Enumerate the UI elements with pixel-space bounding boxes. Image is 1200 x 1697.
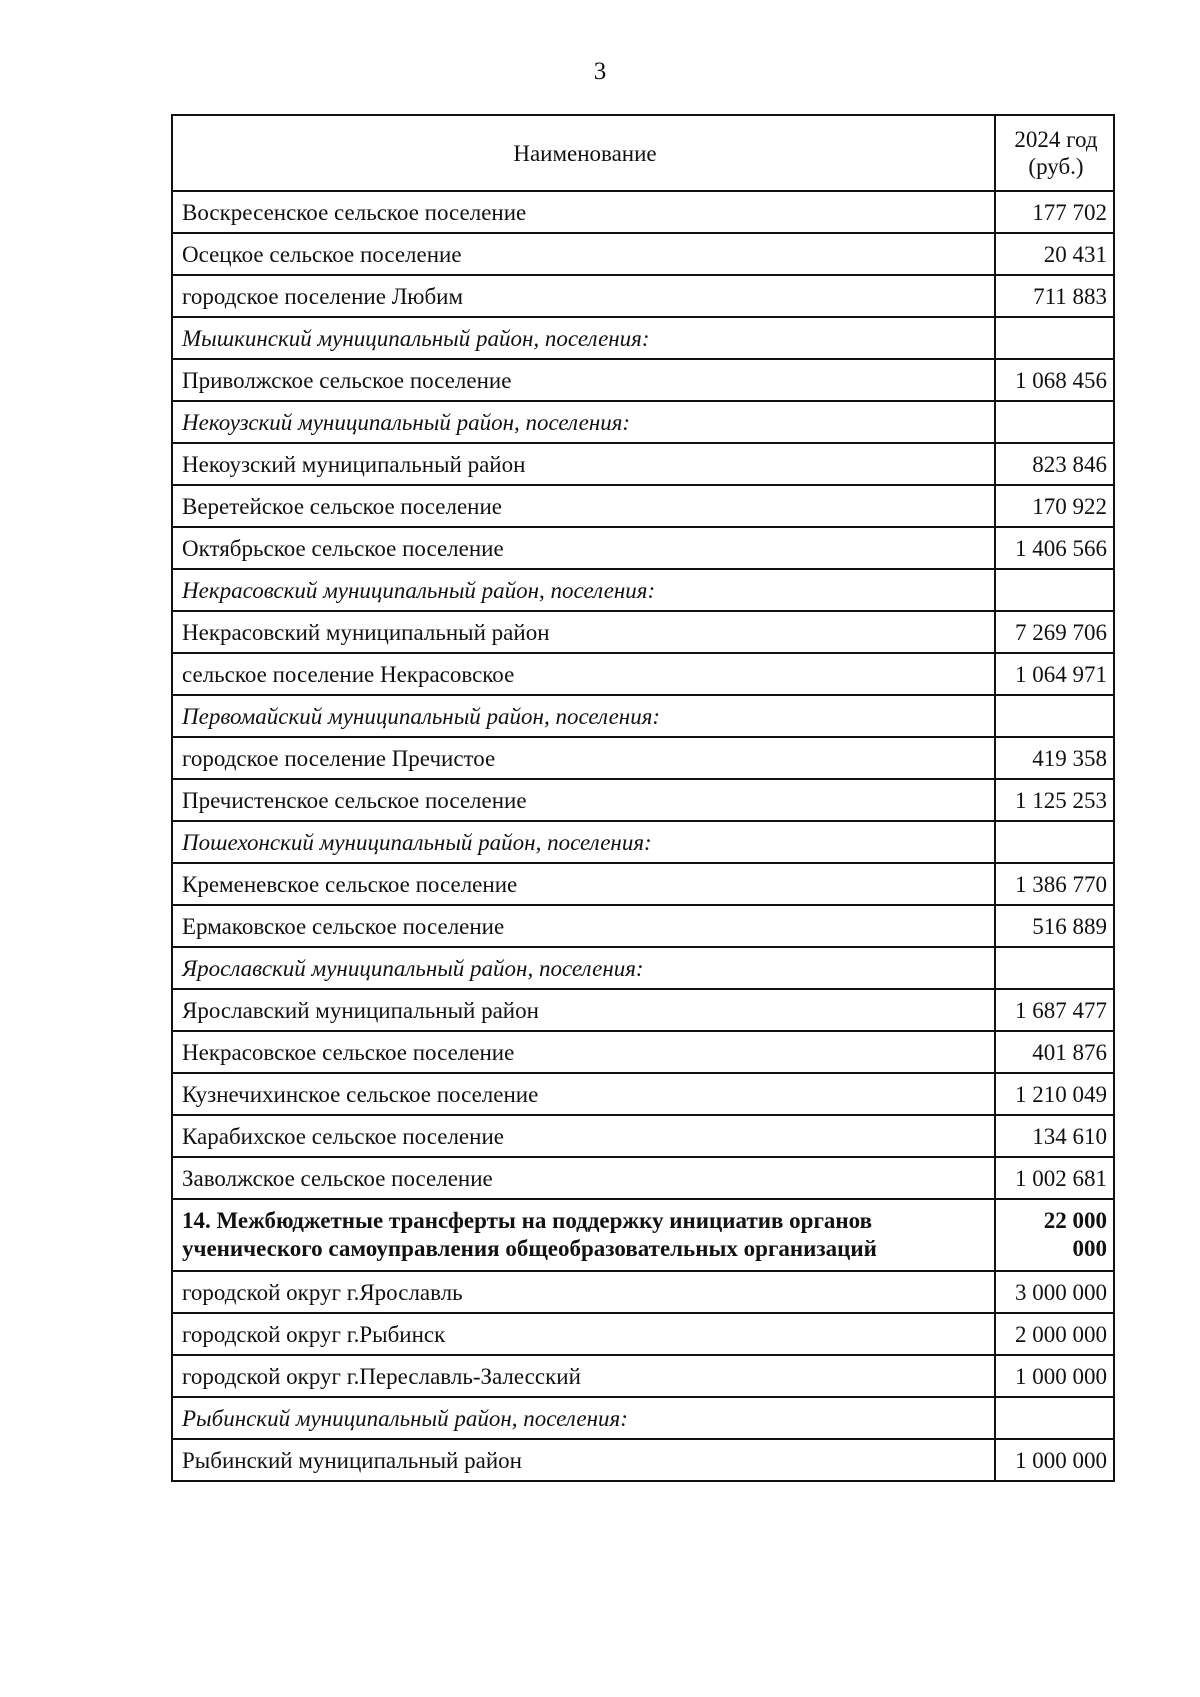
table-header-row — [172, 115, 1114, 191]
column-header-year — [995, 115, 1114, 191]
section-total-row — [172, 1199, 1114, 1271]
table-row — [172, 233, 1114, 275]
row-value — [995, 947, 1114, 989]
row-value: 177 702 — [995, 191, 1114, 233]
section-total-value: 22 000 000 — [995, 1199, 1114, 1271]
row-name: Ярославский муниципальный район, поселения: — [172, 947, 995, 989]
column-header-unit-label: (руб.) — [1028, 154, 1084, 179]
row-name: Воскресенское сельское поселение — [172, 191, 995, 233]
table-row — [172, 989, 1114, 1031]
table-row — [172, 1313, 1114, 1355]
row-value: 516 889 — [995, 905, 1114, 947]
row-value: 1 687 477 — [995, 989, 1114, 1031]
row-value: 3 000 000 — [995, 1271, 1114, 1313]
row-value: 419 358 — [995, 737, 1114, 779]
row-name: Рыбинский муниципальный район, поселения: — [172, 1397, 995, 1439]
row-name: городской округ г.Ярославль — [172, 1271, 995, 1313]
row-value: 1 000 000 — [995, 1439, 1114, 1481]
row-name: Некоузский муниципальный район — [172, 443, 995, 485]
row-name: Карабихское сельское поселение — [172, 1115, 995, 1157]
table-row — [172, 779, 1114, 821]
row-value: 1 125 253 — [995, 779, 1114, 821]
row-name: Первомайский муниципальный район, поселения: — [172, 695, 995, 737]
row-name: сельское поселение Некрасовское — [172, 653, 995, 695]
table-row — [172, 611, 1114, 653]
row-value: 1 002 681 — [995, 1157, 1114, 1199]
row-name: Кременевское сельское поселение — [172, 863, 995, 905]
table-body — [172, 191, 1114, 1481]
row-value: 20 431 — [995, 233, 1114, 275]
row-name: Кузнечихинское сельское поселение — [172, 1073, 995, 1115]
row-name: Мышкинский муниципальный район, поселения: — [172, 317, 995, 359]
row-name: Пречистенское сельское поселение — [172, 779, 995, 821]
table-row — [172, 653, 1114, 695]
row-name: Октябрьское сельское поселение — [172, 527, 995, 569]
table-row — [172, 1439, 1114, 1481]
row-value — [995, 317, 1114, 359]
table-row — [172, 443, 1114, 485]
budget-table — [171, 114, 1115, 1482]
table-row — [172, 191, 1114, 233]
table-row — [172, 1031, 1114, 1073]
district-subheader-row — [172, 947, 1114, 989]
row-value — [995, 401, 1114, 443]
row-value — [995, 695, 1114, 737]
row-value: 7 269 706 — [995, 611, 1114, 653]
row-value: 1 406 566 — [995, 527, 1114, 569]
row-name: городской округ г.Переславль-Залесский — [172, 1355, 995, 1397]
row-value — [995, 569, 1114, 611]
page-number: 3 — [593, 58, 607, 85]
row-name: Ярославский муниципальный район — [172, 989, 995, 1031]
district-subheader-row — [172, 401, 1114, 443]
district-subheader-row — [172, 695, 1114, 737]
district-subheader-row — [172, 569, 1114, 611]
row-value: 134 610 — [995, 1115, 1114, 1157]
table-row — [172, 737, 1114, 779]
row-name: городское поселение Любим — [172, 275, 995, 317]
row-name: Приволжское сельское поселение — [172, 359, 995, 401]
row-value: 1 064 971 — [995, 653, 1114, 695]
table-row — [172, 1271, 1114, 1313]
table-row — [172, 1157, 1114, 1199]
row-value: 823 846 — [995, 443, 1114, 485]
row-name: Некрасовское сельское поселение — [172, 1031, 995, 1073]
table-row — [172, 1115, 1114, 1157]
column-header-name: Наименование — [172, 115, 995, 191]
row-name: городской округ г.Рыбинск — [172, 1313, 995, 1355]
table-row — [172, 1073, 1114, 1115]
row-value: 1 068 456 — [995, 359, 1114, 401]
table-row — [172, 1355, 1114, 1397]
row-value — [995, 1397, 1114, 1439]
district-subheader-row — [172, 317, 1114, 359]
row-value: 1 386 770 — [995, 863, 1114, 905]
row-value: 401 876 — [995, 1031, 1114, 1073]
table-row — [172, 485, 1114, 527]
row-name: Рыбинский муниципальный район — [172, 1439, 995, 1481]
row-name: Ермаковское сельское поселение — [172, 905, 995, 947]
table-row — [172, 863, 1114, 905]
row-name: Веретейское сельское поселение — [172, 485, 995, 527]
row-value: 2 000 000 — [995, 1313, 1114, 1355]
row-name: Осецкое сельское поселение — [172, 233, 995, 275]
table-row — [172, 527, 1114, 569]
table-row — [172, 359, 1114, 401]
row-name: Некоузский муниципальный район, поселения: — [172, 401, 995, 443]
section-title: 14. Межбюджетные трансферты на поддержку инициатив органов ученического самоуправления общеобразовательных организаций — [172, 1199, 995, 1271]
row-name: городское поселение Пречистое — [172, 737, 995, 779]
table-row — [172, 275, 1114, 317]
table-row — [172, 905, 1114, 947]
row-value: 711 883 — [995, 275, 1114, 317]
row-name: Некрасовский муниципальный район — [172, 611, 995, 653]
row-value: 1 000 000 — [995, 1355, 1114, 1397]
row-name: Некрасовский муниципальный район, поселения: — [172, 569, 995, 611]
district-subheader-row — [172, 1397, 1114, 1439]
district-subheader-row — [172, 821, 1114, 863]
row-value — [995, 821, 1114, 863]
row-value: 170 922 — [995, 485, 1114, 527]
row-value: 1 210 049 — [995, 1073, 1114, 1115]
row-name: Пошехонский муниципальный район, поселения: — [172, 821, 995, 863]
column-header-year-label: 2024 год — [1014, 127, 1098, 152]
row-name: Заволжское сельское поселение — [172, 1157, 995, 1199]
